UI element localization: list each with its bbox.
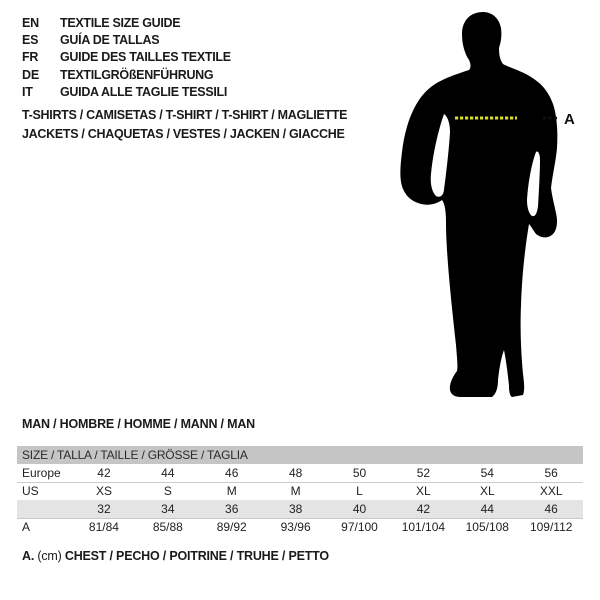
size-cell: S — [136, 482, 200, 500]
size-cell: 42 — [97, 465, 111, 480]
size-cell: 36 — [200, 500, 264, 518]
language-row — [22, 66, 231, 83]
size-cell: 34 — [136, 500, 200, 518]
language-code: EN — [22, 15, 39, 30]
size-cell: 97/100 — [328, 518, 392, 536]
size-cell: 44 — [455, 500, 519, 518]
size-cell: 44 — [161, 465, 175, 480]
language-list — [22, 14, 231, 101]
language-row — [22, 14, 231, 31]
category-line-jackets: JACKETS / CHAQUETAS / VESTES / JACKEN / GIACCHE — [22, 127, 345, 141]
size-cell: 42 — [391, 500, 455, 518]
size-cell: 89/92 — [200, 518, 264, 536]
size-cell: 93/96 — [264, 518, 328, 536]
language-code: DE — [22, 67, 39, 82]
row-label: US — [17, 482, 72, 500]
language-row — [22, 84, 231, 101]
size-cell: 105/108 — [455, 518, 519, 536]
table-row-us — [17, 482, 583, 500]
size-cell: 50 — [352, 465, 367, 480]
size-table — [17, 446, 583, 536]
size-cell: XS — [72, 482, 136, 500]
size-cell: 52 — [416, 465, 431, 480]
size-cell: 32 — [72, 500, 136, 518]
language-row — [22, 49, 231, 66]
language-label: GUIDA ALLE TAGLIE TESSILI — [60, 85, 228, 100]
size-cell: 48 — [288, 465, 303, 480]
language-code: FR — [22, 50, 39, 65]
footnote-unit: (cm) — [37, 549, 62, 563]
table-header: SIZE / TALLA / TAILLE / GRÖSSE / TAGLIA — [17, 446, 583, 464]
language-code: ES — [22, 33, 39, 48]
footnote-prefix: A. — [22, 549, 35, 563]
size-cell: 56 — [544, 465, 558, 480]
category-line-tshirts: T-SHIRTS / CAMISETAS / T-SHIRT / T-SHIRT / MAGLIETTE — [22, 108, 348, 122]
size-cell: 54 — [480, 465, 494, 480]
row-label: A — [17, 518, 72, 536]
table-row-europe — [17, 464, 583, 482]
table-header-row — [17, 446, 583, 464]
size-cell: L — [328, 482, 392, 500]
table-row-chest-cm — [17, 518, 583, 536]
section-title-man: MAN / HOMBRE / HOMME / MANN / MAN — [22, 417, 255, 431]
size-cell: M — [200, 482, 264, 500]
size-cell: XXL — [519, 482, 583, 500]
language-label: GUÍA DE TALLAS — [60, 33, 160, 48]
size-cell: 38 — [264, 500, 328, 518]
row-label — [17, 500, 72, 518]
row-label: Europe — [22, 465, 61, 480]
measure-label-a: A — [564, 111, 575, 128]
size-cell: M — [264, 482, 328, 500]
size-cell: 46 — [225, 465, 239, 480]
measurement-footnote — [22, 549, 329, 563]
size-cell: 101/104 — [391, 518, 455, 536]
language-label: TEXTILGRÖßENFÜHRUNG — [60, 67, 214, 82]
garment-categories — [22, 106, 347, 144]
size-cell: XL — [391, 482, 455, 500]
size-cell: XL — [455, 482, 519, 500]
size-cell: 85/88 — [136, 518, 200, 536]
man-silhouette-figure — [395, 0, 600, 400]
language-row — [22, 31, 231, 48]
footnote-text: CHEST / PECHO / POITRINE / TRUHE / PETTO — [64, 549, 329, 563]
table-row-us-numeric — [17, 500, 583, 518]
language-label: GUIDE DES TAILLES TEXTILE — [60, 50, 231, 65]
size-cell: 46 — [519, 500, 583, 518]
size-cell: 40 — [328, 500, 392, 518]
size-cell: 81/84 — [72, 518, 136, 536]
size-cell: 109/112 — [519, 518, 583, 536]
language-code: IT — [22, 85, 33, 100]
language-label: TEXTILE SIZE GUIDE — [60, 15, 181, 30]
